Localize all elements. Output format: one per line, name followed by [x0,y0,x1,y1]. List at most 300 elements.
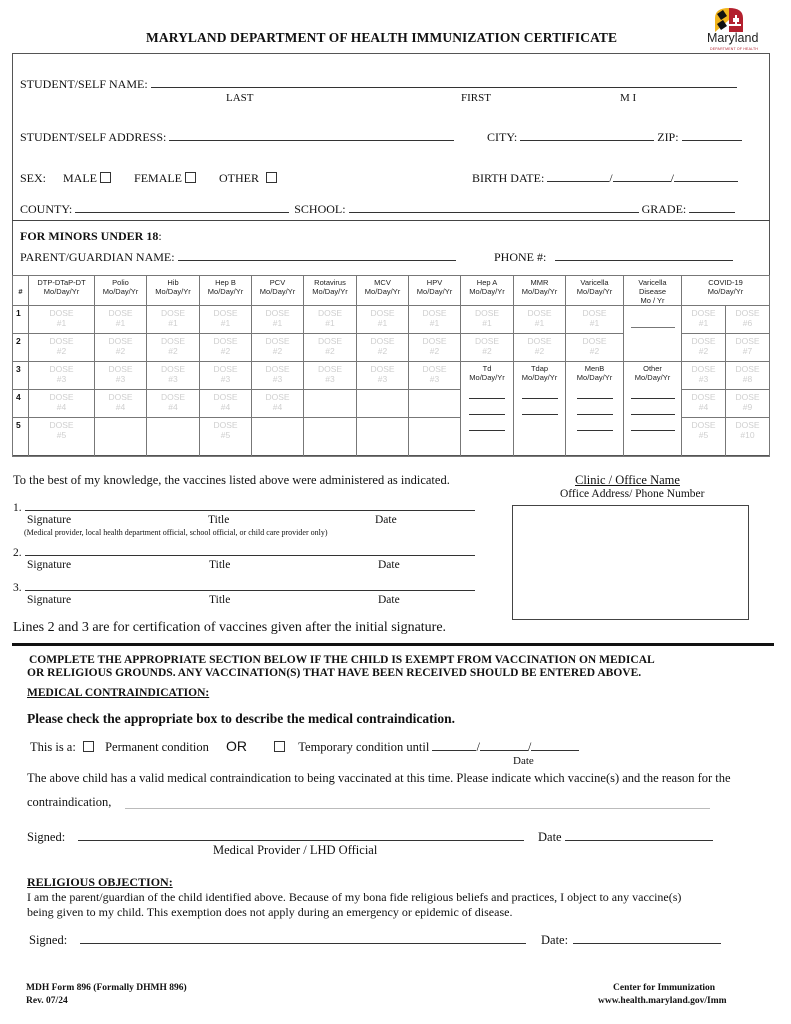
row-number: 2 [13,334,29,362]
signature-caption-signature: Signature [27,594,72,606]
dose-cell[interactable] [726,418,770,457]
dose-word: DOSE [160,336,186,346]
dose-cell[interactable] [357,306,409,334]
dose-number: #2 [698,346,709,356]
birth-month-field[interactable] [547,171,609,182]
footer-url: www.health.maryland.gov/Imm [598,996,727,1006]
dose-placeholder [682,362,725,384]
zip-field[interactable] [682,130,742,141]
grade-label: GRADE: [641,202,687,216]
dose-placeholder [357,334,408,356]
religious-signed-row [29,933,526,948]
birth-date-row: BIRTH DATE: / / [472,171,738,186]
dose-cell[interactable] [461,306,514,334]
vaccine-name: Other [643,364,662,373]
dose-word: DOSE [108,364,133,374]
date-format: Mo/Day/Yr [364,287,401,296]
temp-day-field[interactable] [480,740,528,751]
dose-placeholder [252,390,303,412]
signature-caption-signature: Signature [27,559,72,571]
county-field[interactable] [75,202,289,213]
dose-placeholder [200,362,251,384]
dose-number: #4 [220,402,231,412]
birth-year-field[interactable] [674,171,738,182]
row-number: 3 [13,362,29,390]
column-header [147,276,200,306]
dose-cell[interactable] [252,390,304,418]
sex-other-label: OTHER [219,171,260,185]
guardian-row [20,250,456,265]
dose-number: #1 [534,318,545,328]
sex-male-checkbox[interactable] [100,172,111,183]
dose-cell[interactable] [726,390,770,418]
dose-placeholder [95,334,146,356]
dose-placeholder [200,418,251,440]
page-title: MARYLAND DEPARTMENT OF HEALTH IMMUNIZATION CERTIFICATE [146,30,618,45]
vaccine-table [12,275,770,457]
clinic-stamp-box[interactable] [512,505,749,620]
date-entry-line[interactable] [577,398,613,399]
dose-word: DOSE [317,308,343,318]
dose-placeholder [409,334,460,356]
dose-number: #5 [698,430,709,440]
dose-cell[interactable] [147,390,200,418]
extra-vaccine-header [566,362,623,382]
form-revision: Rev. 07/24 [26,996,68,1006]
dose-number: #2 [534,346,545,356]
date-format: Mo / Yr [640,296,665,305]
dose-placeholder [29,306,94,328]
vaccine-name: Polio [112,278,129,287]
date-entry-line[interactable] [577,414,613,415]
dose-placeholder [682,334,725,356]
date-entry-line[interactable] [631,414,675,415]
dose-cell[interactable] [461,334,514,362]
dose-number: #9 [742,402,753,412]
dose-word: DOSE [108,308,133,318]
dose-cell[interactable] [726,334,770,362]
dose-number: #1 [272,318,283,328]
dose-word: DOSE [422,336,447,346]
date-entry-line[interactable] [631,398,675,399]
dose-word: DOSE [49,336,74,346]
dose-cell[interactable] [409,362,461,390]
vaccine-name: DTP-DTaP-DT [37,278,86,287]
medical-prompt: Please check the appropriate box to describe the medical contraindication. [27,711,455,726]
dose-number: #3 [377,374,388,384]
empty-cell[interactable] [95,418,147,457]
date-entry-line[interactable] [469,398,505,399]
clinic-subheading: Office Address/ Phone Number [560,488,705,500]
varicella-disease-cell[interactable] [624,306,682,362]
dose-placeholder [29,362,94,384]
dose-placeholder [726,390,769,412]
sex-other-checkbox[interactable] [266,172,277,183]
medical-signer-caption: Medical Provider / LHD Official [213,843,378,857]
dose-word: DOSE [735,364,760,374]
dose-word: DOSE [691,420,716,430]
dose-number: #1 [698,318,709,328]
dose-cell[interactable] [252,334,304,362]
dose-word: DOSE [735,308,760,318]
dose-cell[interactable] [29,390,95,418]
dose-cell[interactable] [147,306,200,334]
dose-cell[interactable] [29,362,95,390]
religious-signed-label: Signed: [29,933,68,947]
footer-org: Center for Immunization [613,983,716,993]
dose-cell[interactable] [252,362,304,390]
dose-cell[interactable] [726,362,770,390]
dose-number: #4 [115,402,126,412]
dose-number: #1 [56,318,67,328]
date-format: Mo/Day/Yr [312,287,348,296]
signature-field[interactable] [25,580,475,591]
form-id: MDH Form 896 (Formally DHMH 896) [26,983,187,993]
dose-word: DOSE [691,364,716,374]
religious-date-label: Date: [541,933,569,947]
date-format: Mo/Day/Yr [207,287,244,296]
vaccine-name: Tdap [530,364,549,373]
certification-footnote: Lines 2 and 3 are for certification of vaccines given after the initial signature. [13,620,447,635]
empty-cell[interactable] [304,390,357,418]
dose-number: #3 [429,374,440,384]
signature-line-number: 3. [13,582,22,594]
logo-subtitle: DEPARTMENT OF HEALTH [710,47,759,51]
religious-signature-field[interactable] [80,933,526,944]
dose-cell[interactable] [29,306,95,334]
column-header [514,276,566,306]
empty-cell[interactable] [409,418,461,457]
dose-number: #1 [482,318,492,328]
dose-number: #2 [429,346,440,356]
school-label: SCHOOL: [294,202,346,216]
dose-number: #1 [325,318,335,328]
empty-cell[interactable] [304,418,357,457]
dose-number: #2 [482,346,492,356]
date-format: Mo/Day/Yr [521,373,558,382]
column-header [566,276,624,306]
temp-year-field[interactable] [531,740,579,751]
dose-cell[interactable] [409,334,461,362]
dose-word: DOSE [265,336,290,346]
dose-number: #8 [742,374,753,384]
phone-field[interactable] [555,250,733,261]
date-format: Mo/Day/Yr [259,287,296,296]
empty-cell[interactable] [147,418,200,457]
vaccine-name: MenB [584,364,605,373]
city-label: CITY: [487,130,518,144]
dose-cell[interactable] [95,390,147,418]
dose-word: DOSE [370,364,395,374]
dose-word: DOSE [160,308,186,318]
student-name-label: STUDENT/SELF NAME: [20,77,148,91]
dose-word: DOSE [265,364,290,374]
dose-placeholder [200,390,251,412]
dose-placeholder [726,306,769,328]
dose-cell[interactable] [200,390,252,418]
county-school-row [20,202,735,217]
extra-vaccine-header [514,362,565,382]
signature-line-2 [13,545,475,560]
religious-text-2: being given to my child. This exemption does not apply during an emergency or epidemic of disease. [27,905,513,919]
dose-number: #7 [742,346,753,356]
date-entry-line[interactable] [469,414,505,415]
minors-heading [20,229,162,244]
dose-number: #5 [220,430,231,440]
dose-word: DOSE [370,336,395,346]
date-format: Mo/Day/Yr [576,373,613,382]
date-format: Mo/Day/Yr [102,287,139,296]
contraindication-reason-field[interactable] [125,808,710,809]
dose-word: DOSE [213,336,238,346]
dose-word: DOSE [422,308,447,318]
dose-placeholder [147,334,199,356]
dose-placeholder [200,306,251,328]
dose-number: #3 [56,374,67,384]
dose-placeholder [304,306,356,328]
dose-cell[interactable] [29,334,95,362]
dose-cell[interactable] [682,306,726,334]
vaccine-name: Rotavirus [314,278,346,287]
empty-cell[interactable] [252,418,304,457]
dose-word: DOSE [49,308,74,318]
dose-number: #3 [115,374,126,384]
row-number-header: # [13,276,29,306]
signature-caption-date: Date [375,514,397,526]
dose-word: DOSE [49,420,74,430]
signature-note: (Medical provider, local health department official, school official, or child care provider only) [24,528,328,537]
column-header [95,276,147,306]
dose-cell[interactable] [409,306,461,334]
vaccine-name: PCV [269,278,286,287]
condition-row: This is a: Permanent condition OR Temporary condition until / / [30,738,579,755]
signature-line-1 [13,500,475,515]
dose-number: #1 [220,318,231,328]
dose-placeholder [95,362,146,384]
heavy-divider [12,643,774,646]
medical-signed-label: Signed: [27,830,66,844]
date-entry-line[interactable] [469,430,505,431]
dose-placeholder [252,306,303,328]
sex-row [20,171,277,186]
dose-placeholder [357,362,408,384]
dose-cell[interactable] [95,306,147,334]
religious-heading: RELIGIOUS OBJECTION: [27,875,173,889]
dose-word: DOSE [108,392,133,402]
minors-heading-text: FOR MINORS UNDER 18 [20,229,159,243]
dose-cell[interactable] [252,306,304,334]
grade-field[interactable] [689,202,735,213]
or-label: OR [226,738,248,754]
dose-word: DOSE [474,336,500,346]
dose-placeholder [461,334,513,356]
dose-number: #10 [740,430,755,440]
dose-word: DOSE [527,336,552,346]
date-entry-line[interactable] [522,414,558,415]
vaccine-name: Hep B [215,278,236,287]
dose-cell[interactable] [147,362,200,390]
dose-placeholder [514,334,565,356]
signature-caption-signature: Signature [27,514,72,526]
temp-month-field[interactable] [432,740,476,751]
dose-word: DOSE [735,420,760,430]
dose-cell[interactable] [682,418,726,457]
dose-cell[interactable] [357,362,409,390]
signature-caption-date: Date [378,594,400,606]
table-header-row [13,276,770,306]
dose-number: #2 [325,346,335,356]
name-caption-first: FIRST [461,92,491,104]
guardian-name-field[interactable] [178,250,456,261]
minors-heading-colon: : [158,229,162,243]
vaccine-name: Varicella [580,278,609,287]
column-header [357,276,409,306]
dose-cell[interactable] [200,306,252,334]
dose-word: DOSE [422,364,447,374]
date-format: Mo/Day/Yr [469,287,505,296]
dose-number: #3 [272,374,283,384]
dose-number: #2 [272,346,283,356]
dose-placeholder [304,334,356,356]
date-entry-line[interactable] [631,327,675,328]
dose-placeholder [682,306,725,328]
date-format: Mo/Day/Yr [634,373,671,382]
column-header [461,276,514,306]
dose-cell[interactable] [566,306,624,334]
date-format: Mo/Day/Yr [521,287,558,296]
medical-date-row [538,830,713,845]
date-format: Mo/Day/Yr [43,287,80,296]
temporary-condition-label: Temporary condition until [298,740,430,754]
row-number: 5 [13,418,29,457]
empty-cell[interactable] [409,390,461,418]
religious-text-1: I am the parent/guardian of the child identified above. Because of my bona fide religious beliefs and practices, I object to any vaccine(s) [27,890,682,904]
dose-cell[interactable] [200,418,252,457]
dose-cell[interactable] [566,334,624,362]
medical-signature-field[interactable] [78,830,524,841]
dose-word: DOSE [474,308,500,318]
dose-cell[interactable] [514,334,566,362]
medical-date-field[interactable] [565,830,713,841]
dose-placeholder [726,418,769,440]
city-zip-row [487,130,742,145]
dose-cell[interactable] [304,306,357,334]
dose-placeholder [566,306,623,328]
vaccine-name: HPV [426,278,443,287]
dose-word: DOSE [49,392,74,402]
empty-cell[interactable] [357,418,409,457]
medical-heading: MEDICAL CONTRAINDICATION: [27,687,210,699]
dose-word: DOSE [108,336,133,346]
dose-cell[interactable] [357,334,409,362]
dose-number: #3 [325,374,335,384]
dose-word: DOSE [213,308,238,318]
dose-cell[interactable] [95,334,147,362]
dose-cell[interactable] [200,362,252,390]
empty-cell[interactable] [357,390,409,418]
date-format: Mo/Day/Yr [155,287,191,296]
dose-cell[interactable] [514,306,566,334]
student-address-field[interactable] [169,130,454,141]
zip-label: ZIP: [657,130,679,144]
date-format: Mo/Day/Yr [707,287,744,296]
dose-cell[interactable] [304,362,357,390]
extra-vaccine-header [461,362,513,382]
row-number: 4 [13,390,29,418]
dose-cell[interactable] [682,390,726,418]
permanent-condition-checkbox[interactable] [83,741,94,752]
date-entry-line[interactable] [522,398,558,399]
dose-word: DOSE [265,392,290,402]
column-header [29,276,95,306]
dose-cell[interactable] [726,306,770,334]
dose-number: #6 [742,318,753,328]
table-row [13,306,770,334]
dose-cell[interactable] [29,418,95,457]
extra-vaccine-cell [461,362,514,457]
dose-word: DOSE [691,336,716,346]
dose-cell[interactable] [147,334,200,362]
signature-field[interactable] [25,500,475,511]
dose-number: #1 [377,318,388,328]
school-field[interactable] [349,202,639,213]
dose-placeholder [252,362,303,384]
column-header [409,276,461,306]
birth-day-field[interactable] [613,171,671,182]
city-field[interactable] [520,130,654,141]
dose-placeholder [147,390,199,412]
certification-statement: To the best of my knowledge, the vaccines listed above were administered as indicated. [13,473,450,487]
dose-number: #2 [168,346,178,356]
dose-word: DOSE [735,336,760,346]
date-entry-line[interactable] [577,430,613,431]
dose-number: #3 [168,374,178,384]
dose-cell[interactable] [200,334,252,362]
temporary-condition-checkbox[interactable] [274,741,285,752]
dose-word: DOSE [265,308,290,318]
dose-word: DOSE [213,392,238,402]
table-row [13,362,770,390]
temp-date-caption: Date [513,755,534,767]
vaccine-name: MMR [530,278,549,287]
dose-word: DOSE [213,364,238,374]
maryland-flag-icon [703,6,759,32]
dose-word: DOSE [735,392,760,402]
dose-word: DOSE [691,392,716,402]
religious-date-field[interactable] [573,933,721,944]
name-caption-mi: M I [620,92,637,104]
dose-number: #2 [377,346,388,356]
dose-number: #2 [56,346,67,356]
dose-number: #4 [698,402,709,412]
sex-male-label: MALE [63,171,98,185]
dose-cell[interactable] [682,362,726,390]
sex-female-checkbox[interactable] [185,172,196,183]
clinic-heading: Clinic / Office Name [575,473,680,487]
dose-placeholder [95,306,146,328]
dose-cell[interactable] [304,334,357,362]
date-entry-line[interactable] [631,430,675,431]
dose-number: #1 [168,318,178,328]
dose-cell[interactable] [95,362,147,390]
dose-cell[interactable] [682,334,726,362]
signature-field[interactable] [25,545,475,556]
dose-word: DOSE [370,308,395,318]
sex-label: SEX: [20,171,47,185]
religious-date-row [541,933,721,948]
student-name-field[interactable] [151,77,737,88]
student-name-row [20,77,737,92]
